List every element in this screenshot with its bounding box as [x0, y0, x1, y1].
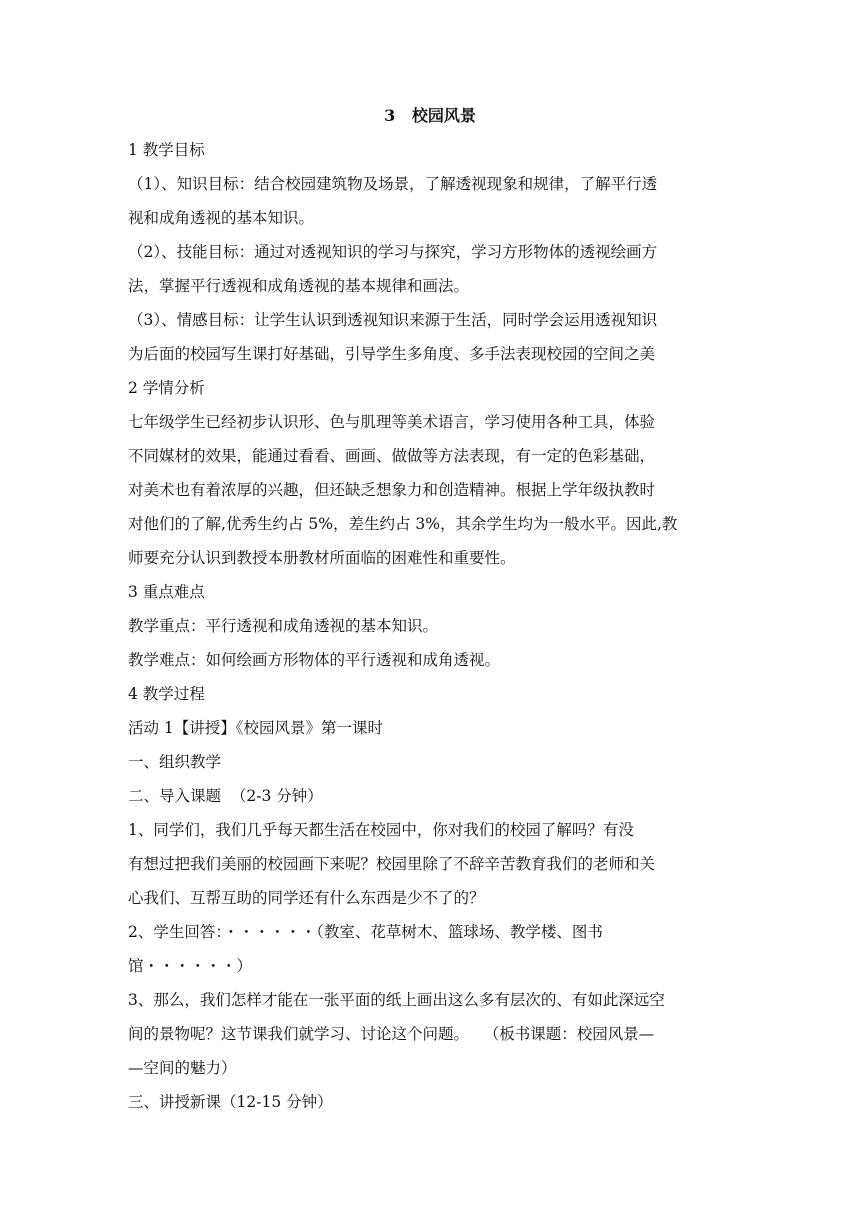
- section-heading-process: 4 教学过程: [128, 685, 205, 703]
- paragraph-line: （1）、知识目标：结合校园建筑物及场景，了解透视现象和规律，了解平行透: [128, 175, 658, 193]
- section-heading-analysis: 2 学情分析: [128, 379, 205, 397]
- paragraph-line: 教学难点：如何绘画方形物体的平行透视和成角透视。: [128, 651, 501, 669]
- paragraph-line: 教学重点：平行透视和成角透视的基本知识。: [128, 617, 439, 635]
- paragraph-line: 活动 1【讲授】《校园风景》第一课时: [128, 719, 384, 737]
- paragraph-line: 师要充分认识到教授本册教材所面临的困难性和重要性。: [128, 549, 516, 567]
- paragraph-line: （3）、情感目标：让学生认识到透视知识来源于生活，同时学会运用透视知识: [128, 311, 658, 329]
- paragraph-line: 不同媒材的效果，能通过看看、画画、做做等方法表现，有一定的色彩基础，: [128, 447, 656, 465]
- section-heading-key-points: 3 重点难点: [128, 583, 205, 601]
- section-heading-objectives: 1 教学目标: [128, 141, 205, 159]
- paragraph-line: 一、组织教学: [128, 753, 222, 771]
- paragraph-line: 为后面的校园写生课打好基础，引导学生多角度、多手法表现校园的空间之美: [128, 345, 656, 363]
- paragraph-line: 间的景物呢？这节课我们就学习、讨论这个问题。 （板书课题：校园风景—: [128, 1025, 655, 1043]
- paragraph-line: 三、讲授新课（12-15 分钟）: [128, 1093, 333, 1111]
- paragraph-line: 馆・・・・・・）: [128, 957, 253, 975]
- paragraph-line: 1、同学们，我们几乎每天都生活在校园中，你对我们的校园了解吗？有没: [128, 821, 634, 839]
- paragraph-line: —空间的魅力）: [128, 1059, 237, 1077]
- paragraph-line: 对美术也有着浓厚的兴趣，但还缺乏想象力和创造精神。根据上学年级执教时: [128, 481, 656, 499]
- paragraph-line: （2）、技能目标：通过对透视知识的学习与探究，学习方形物体的透视绘画方: [128, 243, 658, 261]
- paragraph-line: 有想过把我们美丽的校园画下来呢？校园里除了不辞辛苦教育我们的老师和关: [128, 855, 656, 873]
- paragraph-line: 法，掌握平行透视和成角透视的基本规律和画法。: [128, 277, 470, 295]
- paragraph-line: 对他们的了解,优秀生约占 5%，差生约占 3%，其余学生均为一般水平。因此,教: [128, 515, 678, 533]
- paragraph-line: 心我们、互帮互助的同学还有什么东西是少不了的？: [128, 889, 485, 907]
- paragraph-line: 视和成角透视的基本知识。: [128, 209, 315, 227]
- document-title: 3 校园风景: [384, 106, 476, 125]
- paragraph-line: 2、学生回答：・・・・・・（教室、花草树木、篮球场、教学楼、图书: [128, 923, 603, 941]
- paragraph-line: 3、那么，我们怎样才能在一张平面的纸上画出这么多有层次的、有如此深远空: [128, 991, 665, 1009]
- paragraph-line: 七年级学生已经初步认识形、色与肌理等美术语言，学习使用各种工具，体验: [128, 413, 656, 431]
- paragraph-line: 二、导入课题 （2-3 分钟）: [128, 787, 323, 805]
